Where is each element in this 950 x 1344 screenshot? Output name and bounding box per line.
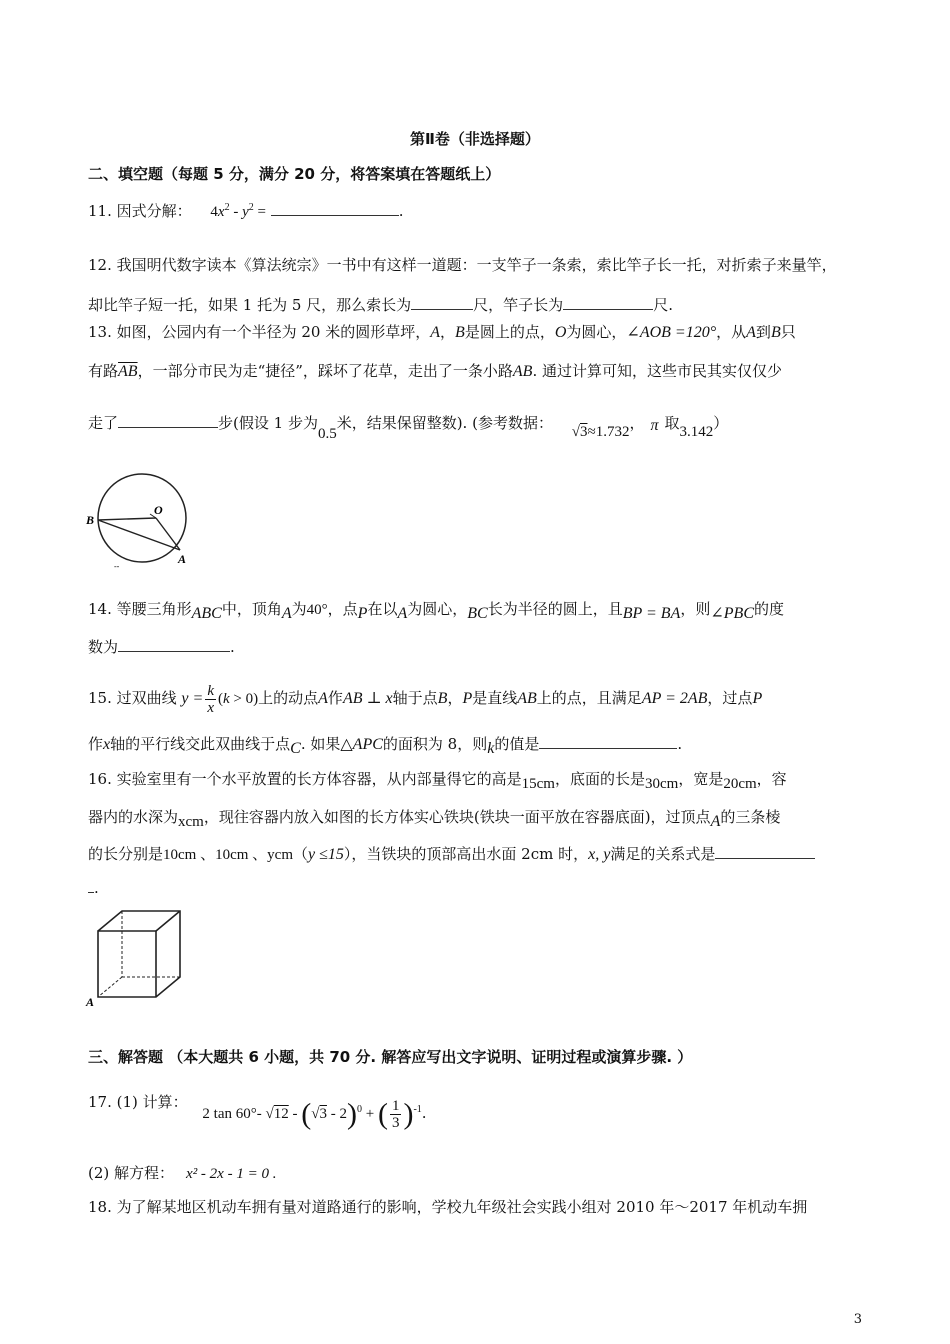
question-15-line2: 作x轴的平行线交此双曲线于点C. 如果△APC的面积为 8，则k的值是 . <box>88 735 683 757</box>
question-17-line1 <box>88 1090 427 1130</box>
question-14-line1: 14. 等腰三角形ABC中，顶角A为40°，点P在以A为圆心，BC长为半径的圆上，且BP = BA，则∠PBC的度 <box>88 600 784 622</box>
q11-prefix: 11. 因式分解： <box>88 202 192 220</box>
q12-text-b: 尺，竿子长为 <box>473 296 564 314</box>
question-12-line2 <box>88 294 673 315</box>
label-o: O <box>154 503 163 517</box>
q15-text-m: 的值是 <box>494 735 540 753</box>
q16-text-a: 16. 实验室里有一个水平放置的长方体容器，从内部量得它的高是 <box>88 770 522 788</box>
q11-suffix: . <box>398 202 404 220</box>
question-13-line3: 走了 步(假设 1 步为0.5米，结果保留整数). (参考数据： √3≈1.732， π 取3.142） <box>88 414 729 442</box>
q13-text-n: ） <box>713 414 729 432</box>
q15-text-j: 轴的平行线交此双曲线于点 <box>110 735 291 753</box>
q14-text-d: ，点 <box>327 600 358 618</box>
cuboid-label-a: A <box>86 995 95 1009</box>
q13-text-h: ，一部分市民为走“捷径”，踩坏了花草，走出了一条小路 <box>137 362 513 380</box>
q16-text-j: ），当铁块的顶部高出水面 2cm 时， <box>343 845 589 863</box>
q17-equation: x² - 2x - 1 = 0 . <box>186 1166 277 1182</box>
q13-sqrt3-value: ≈1.732 <box>587 424 630 440</box>
q16-text-d: ，容 <box>756 770 787 788</box>
question-14-line2 <box>88 636 235 657</box>
part2-heading: 二、填空题（每题 5 分，满分 20 分，将答案填在答题纸上） <box>88 165 501 183</box>
q14-bp-ba: BP = BA <box>622 605 681 622</box>
q14-degree: 40° <box>306 602 328 618</box>
q15-text-f: 是直线 <box>472 689 518 707</box>
q14-text-g: 长为半径的圆上，且 <box>487 600 623 618</box>
q16-text-c: ，宽是 <box>678 770 724 788</box>
q15-fraction: $\frac{k}{x}$ <box>207 682 214 716</box>
q13-angle: ∠AOB =120° <box>626 324 717 341</box>
q12-blank-1 <box>411 295 473 310</box>
q16-text-h: 的长分别是 <box>88 845 164 863</box>
q17-text-b: . <box>421 1104 427 1122</box>
question-11 <box>88 200 404 221</box>
q13-text-l: 米，结果保留整数). (参考数据： <box>336 414 553 432</box>
question-15-line1: 15. 过双曲线 y = $\frac{k}{x}$ (k > 0)上的动点A作AB ⊥ x轴于点B，P是直线AB上的点，且满足AP = 2AB，过点P <box>88 682 763 716</box>
question-17-line2 <box>88 1162 276 1183</box>
q15-answer-blank <box>539 734 677 749</box>
question-18-line1: 18. 为了解某地区机动车拥有量对道路通行的影响，学校九年级社会实践小组对 2010 年～2017 年机动车拥 <box>88 1198 808 1216</box>
question-16-line3 <box>88 843 815 864</box>
q13-step: 0.5 <box>317 426 337 442</box>
q15-text-b: 上的动点 <box>258 689 319 707</box>
q13-text-d: ，从 <box>716 323 747 341</box>
q17-text-c: (2) 解方程： <box>88 1164 175 1182</box>
q13-pi-value: 3.142 <box>679 424 714 440</box>
q13-text-j: 走了 <box>88 414 119 432</box>
question-12-line1: 12. 我国明代数字读本《算法统宗》一书中有这样一道题：一支竿子一条索，索比竿子长一托，对折索子来量竿， <box>88 256 837 274</box>
q13-text-k: 步(假设 1 步为 <box>218 414 318 432</box>
q14-pbc: ∠PBC <box>710 605 754 622</box>
q16-text-l: . <box>94 879 99 897</box>
q11-answer-blank <box>271 201 399 216</box>
q14-text-i: 的度 <box>753 600 784 618</box>
q15-apc: △APC <box>340 736 383 753</box>
q12-text-a: 却比竿子短一托，如果 1 托为 5 尺，那么索长为 <box>88 296 412 314</box>
q16-text-i: （ <box>293 845 309 863</box>
q14-text-a: 14. 等腰三角形 <box>88 600 192 618</box>
q16-length: 30cm <box>644 776 679 792</box>
cuboid-figure <box>84 905 194 1010</box>
label-b: B <box>86 513 95 527</box>
q13-text-g: 有路 <box>88 362 119 380</box>
q11-expression: $4x^2 - y^2$ = <box>210 202 266 220</box>
q14-text-b: 中，顶角 <box>221 600 282 618</box>
q15-text-e: ， <box>447 689 463 707</box>
q15-text-k: . 如果 <box>300 735 341 753</box>
q13-text-m: 取 <box>664 414 680 432</box>
q13-answer-blank <box>118 413 218 428</box>
question-16-line1 <box>88 768 787 792</box>
q17-text-a: 17. (1) 计算： <box>88 1093 188 1111</box>
q14-abc: ABC <box>191 605 222 622</box>
q13-text-c: 为圆心， <box>566 323 627 341</box>
q13-text-f: 只 <box>780 323 796 341</box>
q16-condition: y ≤15 <box>308 846 344 863</box>
q15-text-c: 作 <box>327 689 343 707</box>
q12-blank-2 <box>563 295 653 310</box>
q15-hyperbola: y = <box>181 690 204 707</box>
q14-text-h: ，则 <box>680 600 711 618</box>
question-13-line1: 13. 如图，公园内有一个半径为 20 米的圆形草坪，A，B是圆上的点，O为圆心，∠AOB =120°，从A到B只 <box>88 323 796 341</box>
q15-ap: AP = 2AB <box>641 690 708 707</box>
q15-k-cond: (k > 0) <box>217 691 259 707</box>
question-13-line2: 有路$\overline{AB}$，一部分市民为走“捷径”，踩坏了花草，走出了一条小路AB. 通过计算可知，这些市民其实仅仅少 <box>88 362 782 380</box>
q14-text-j: 数为 <box>88 638 119 656</box>
label-a: A <box>178 552 187 566</box>
q17-expression: 2 tan 60°- √12 - (√3 - 2)$^0$ + ( $\frac{1}{3}$ )$^{-1}$ <box>202 1097 422 1132</box>
q16-width: 20cm <box>723 776 757 792</box>
q15-text-h: ，过点 <box>707 689 753 707</box>
q14-text-f: 为圆心， <box>407 600 468 618</box>
q13-text-b: 是圆上的点， <box>464 323 555 341</box>
label-dash: -- <box>114 562 120 570</box>
q15-text-l: 的面积为 8，则 <box>382 735 488 753</box>
q12-text-c: 尺. <box>653 296 673 314</box>
question-16-line4 <box>88 878 99 897</box>
q14-text-e: 在以 <box>367 600 398 618</box>
q13-sqrt3: √3 <box>571 424 588 440</box>
q14-text-c: 为 <box>291 600 307 618</box>
q13-pi: π <box>650 417 659 434</box>
q16-text-e: 器内的水深为 <box>88 808 179 826</box>
circle-figure <box>84 470 194 570</box>
q14-text-k: . <box>230 638 235 656</box>
q15-text-g: 上的点，且满足 <box>536 689 642 707</box>
q13-text-i: . 通过计算可知，这些市民其实仅仅少 <box>532 362 782 380</box>
q16-answer-blank <box>715 844 815 859</box>
q16-xcm: xcm <box>178 814 204 830</box>
q16-text-k: 满足的关系式是 <box>610 845 716 863</box>
question-16-line2: 器内的水深为xcm，现往容器内放入如图的长方体实心铁块(铁块一面平放在容器底面)，过顶点A的三条棱 <box>88 808 781 830</box>
q15-text-i: 作 <box>88 735 104 753</box>
q16-xy: x, y <box>588 846 611 863</box>
q16-height: 15cm <box>521 776 555 792</box>
q14-answer-blank <box>118 637 230 652</box>
part3-heading: 三、解答题 （本大题共 6 小题，共 70 分. 解答应写出文字说明、证明过程或演算步骤. ） <box>88 1048 693 1066</box>
q16-text-b: ，底面的长是 <box>554 770 645 788</box>
page-number: 3 <box>853 1312 862 1327</box>
q15-text-d: 轴于点 <box>392 689 438 707</box>
q13-text-e: 到 <box>755 323 771 341</box>
q16-edges: 10cm 、10cm 、ycm <box>163 847 293 863</box>
q15-text-n: . <box>677 735 683 753</box>
section-title: 第Ⅱ卷（非选择题） <box>410 130 540 148</box>
q15-text-a: 15. 过双曲线 <box>88 689 177 707</box>
q16-text-f: ，现往容器内放入如图的长方体实心铁块(铁块一面平放在容器底面)，过顶点 <box>203 808 711 826</box>
q16-text-g: 的三条棱 <box>720 808 781 826</box>
q13-text-a: 13. 如图，公园内有一个半径为 20 米的圆形草坪， <box>88 323 431 341</box>
